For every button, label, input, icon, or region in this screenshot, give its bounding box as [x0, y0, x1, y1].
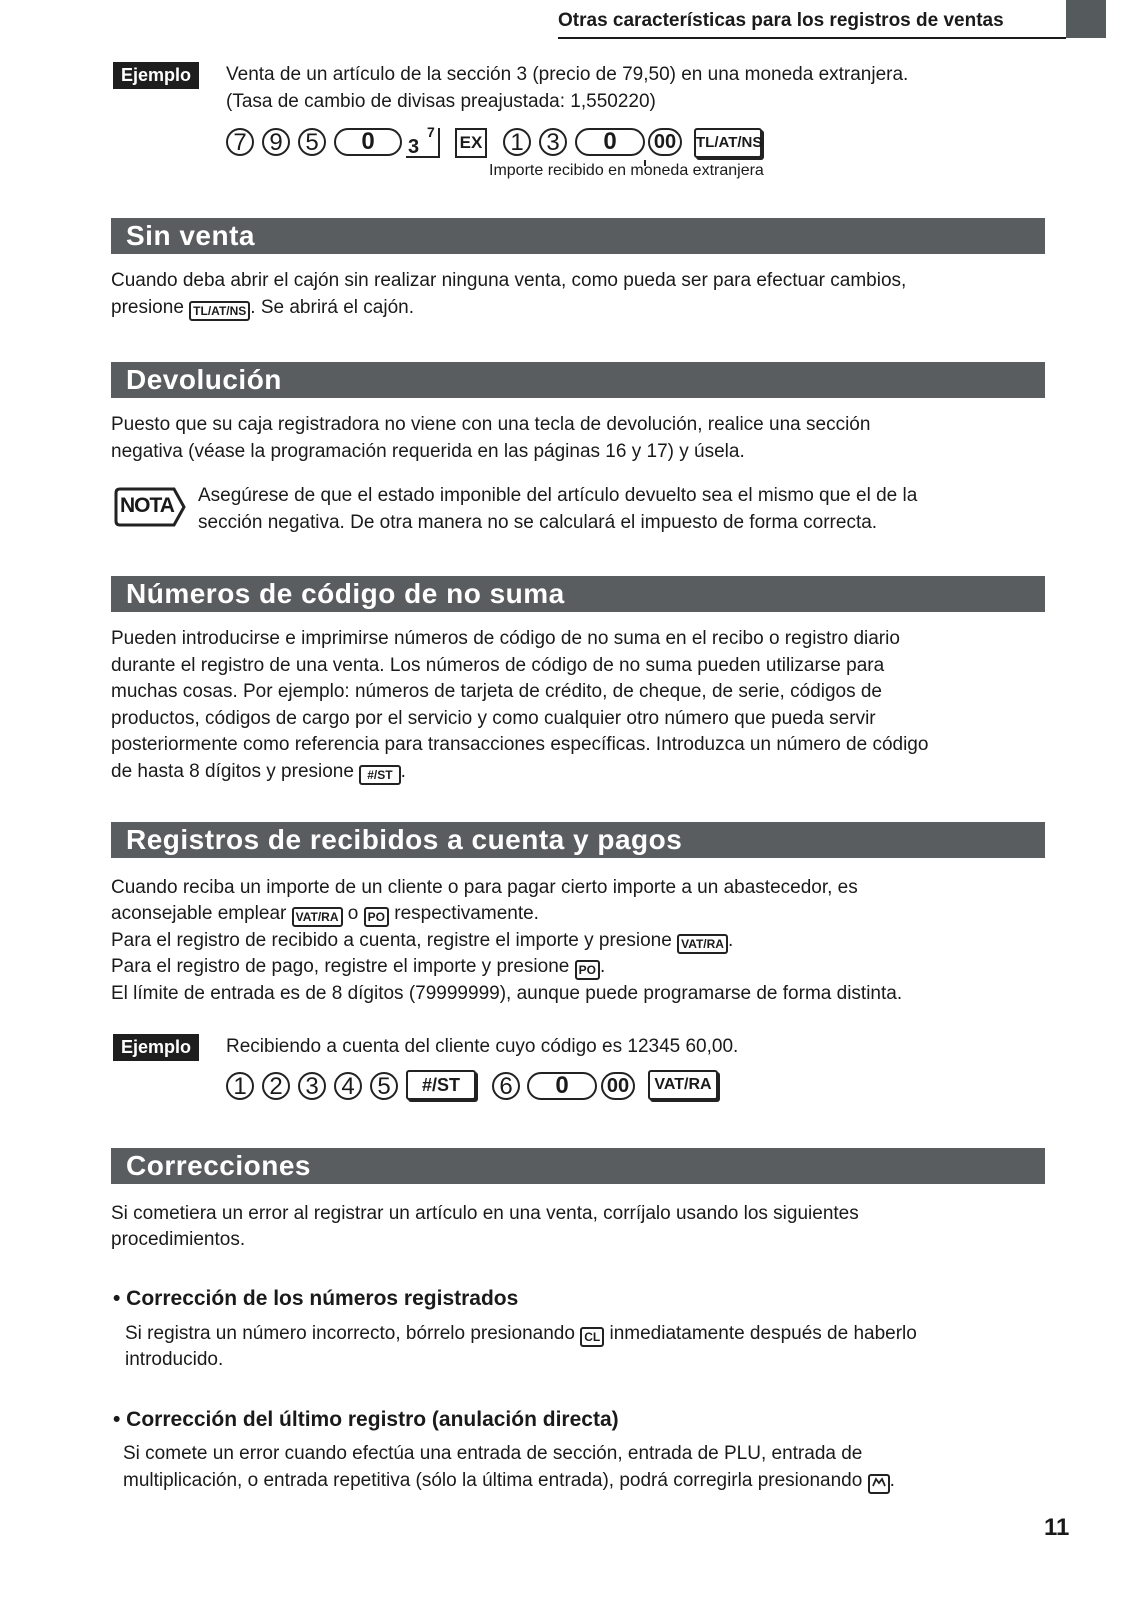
- key-3: 3: [539, 128, 567, 156]
- sin-venta-line2: presione TL/AT/NS . Se abrirá el cajón.: [111, 295, 414, 322]
- codigos-line6: de hasta 8 dígitos y presione #/ST .: [111, 759, 406, 786]
- example1-line1: Venta de un artículo de la sección 3 (precio de 79,50) en una moneda extranjera.: [226, 64, 909, 85]
- section-codigos: Números de código de no suma: [111, 576, 1045, 612]
- nota-line2: sección negativa. De otra manera no se calculará el impuesto de forma correcta.: [198, 512, 878, 533]
- key-vat-ra: VAT/RA: [648, 1070, 718, 1100]
- correcciones-line2: procedimientos.: [111, 1229, 246, 1250]
- devolucion-line1: Puesto que su caja registradora no viene con una tecla de devolución, realice una sección: [111, 414, 871, 435]
- subsection-ultimo: • Corrección del último registro (anulación directa): [113, 1408, 619, 1431]
- section-sin-venta: Sin venta: [111, 218, 1045, 254]
- key-00: 00: [648, 128, 682, 156]
- header-tab: [1066, 0, 1106, 38]
- sub2-line1: Si comete un error cuando efectúa una entrada de sección, entrada de PLU, entrada de: [123, 1443, 863, 1464]
- codigos-line3: muchas cosas. Por ejemplo: números de tarjeta de crédito, de cheque, de serie, códigos de: [111, 681, 882, 702]
- correcciones-line1: Si cometiera un error al registrar un artículo en una venta, corríjalo usando los siguientes: [111, 1203, 859, 1224]
- sub1-line2: introducido.: [125, 1349, 224, 1370]
- recibidos-line3: Para el registro de recibido a cuenta, registre el importe y presione VAT/RA .: [111, 928, 733, 955]
- sin-venta-line1: Cuando deba abrir el cajón sin realizar ninguna venta, como pueda ser para efectuar cambios,: [111, 270, 907, 291]
- key-1: 1: [226, 1072, 254, 1100]
- devolucion-line2: negativa (véase la programación requerida en las páginas 16 y 17) y úsela.: [111, 441, 745, 462]
- example1-caption: Importe recibido en moneda extranjera: [489, 162, 764, 179]
- key-st-inline: #/ST: [359, 765, 400, 785]
- key-4: 4: [334, 1072, 362, 1100]
- key-6: 6: [492, 1072, 520, 1100]
- key-po-inline-2: PO: [575, 960, 600, 980]
- key-5: 5: [298, 128, 326, 156]
- key-tl-at-ns: TL/AT/NS: [694, 128, 762, 158]
- codigos-line4: productos, códigos de cargo por el servicio y como cualquier otro número que pueda servir: [111, 708, 876, 729]
- example1-line2: (Tasa de cambio de divisas preajustada: 1,550220): [226, 91, 656, 112]
- recibidos-line2: aconsejable emplear VAT/RA o PO respectivamente.: [111, 901, 539, 928]
- section-recibidos: Registros de recibidos a cuenta y pagos: [111, 822, 1045, 858]
- void-key-icon: [868, 1474, 890, 1494]
- sub1-line1: Si registra un número incorrecto, bórrelo presionando CL inmediatamente después de haberlo: [125, 1321, 917, 1348]
- running-header: Otras características para los registros de ventas: [558, 10, 1004, 31]
- codigos-line5: posteriormente como referencia para transacciones específicas. Introduzca un número de código: [111, 734, 929, 755]
- key-7: 7: [226, 128, 254, 156]
- recibidos-line4: Para el registro de pago, registre el importe y presione PO .: [111, 954, 605, 981]
- page-number: 11: [1044, 1514, 1070, 1541]
- nota-line1: Asegúrese de que el estado imponible del artículo devuelto sea el mismo que el de la: [198, 485, 918, 506]
- key-ex: EX: [455, 128, 487, 158]
- codigos-line1: Pueden introducirse e imprimirse números de código de no suma en el recibo o registro diario: [111, 628, 900, 649]
- key-cl-inline: CL: [580, 1327, 604, 1347]
- key-0b: 0: [575, 128, 645, 156]
- nota-icon: NOTA: [114, 487, 184, 525]
- key-9: 9: [262, 128, 290, 156]
- codigos-line2: durante el registro de una venta. Los números de código de no suma pueden utilizarse para: [111, 655, 885, 676]
- header-rule: [558, 37, 1066, 39]
- key-tl-at-ns-inline: TL/AT/NS: [189, 301, 250, 321]
- recibidos-line5: El límite de entrada es de 8 dígitos (79999999), aunque puede programarse de forma distinta.: [111, 983, 903, 1004]
- key-po-inline: PO: [364, 907, 389, 927]
- key-0: 0: [527, 1072, 597, 1100]
- example2-badge: Ejemplo: [113, 1034, 199, 1061]
- sub2-line2: multiplicación, o entrada repetitiva (sólo la última entrada), podrá corregirla presionando .: [123, 1468, 895, 1495]
- key-vat-ra-inline: VAT/RA: [292, 907, 343, 927]
- key-vat-ra-inline-2: VAT/RA: [677, 934, 728, 954]
- key-0: 0: [334, 128, 402, 156]
- key-2: 2: [262, 1072, 290, 1100]
- key-5: 5: [370, 1072, 398, 1100]
- dept-key-3: 3 7: [406, 128, 440, 158]
- subsection-numeros: • Corrección de los números registrados: [113, 1287, 519, 1310]
- key-st: #/ST: [406, 1070, 476, 1100]
- section-correcciones: Correcciones: [111, 1148, 1045, 1184]
- section-devolucion: Devolución: [111, 362, 1045, 398]
- key-3: 3: [298, 1072, 326, 1100]
- example2-line1: Recibiendo a cuenta del cliente cuyo código es 12345 60,00.: [226, 1036, 739, 1057]
- key-00: 00: [601, 1072, 635, 1100]
- example-badge: Ejemplo: [113, 62, 199, 89]
- key-1: 1: [503, 128, 531, 156]
- recibidos-line1: Cuando reciba un importe de un cliente o para pagar cierto importe a un abastecedor, es: [111, 877, 858, 898]
